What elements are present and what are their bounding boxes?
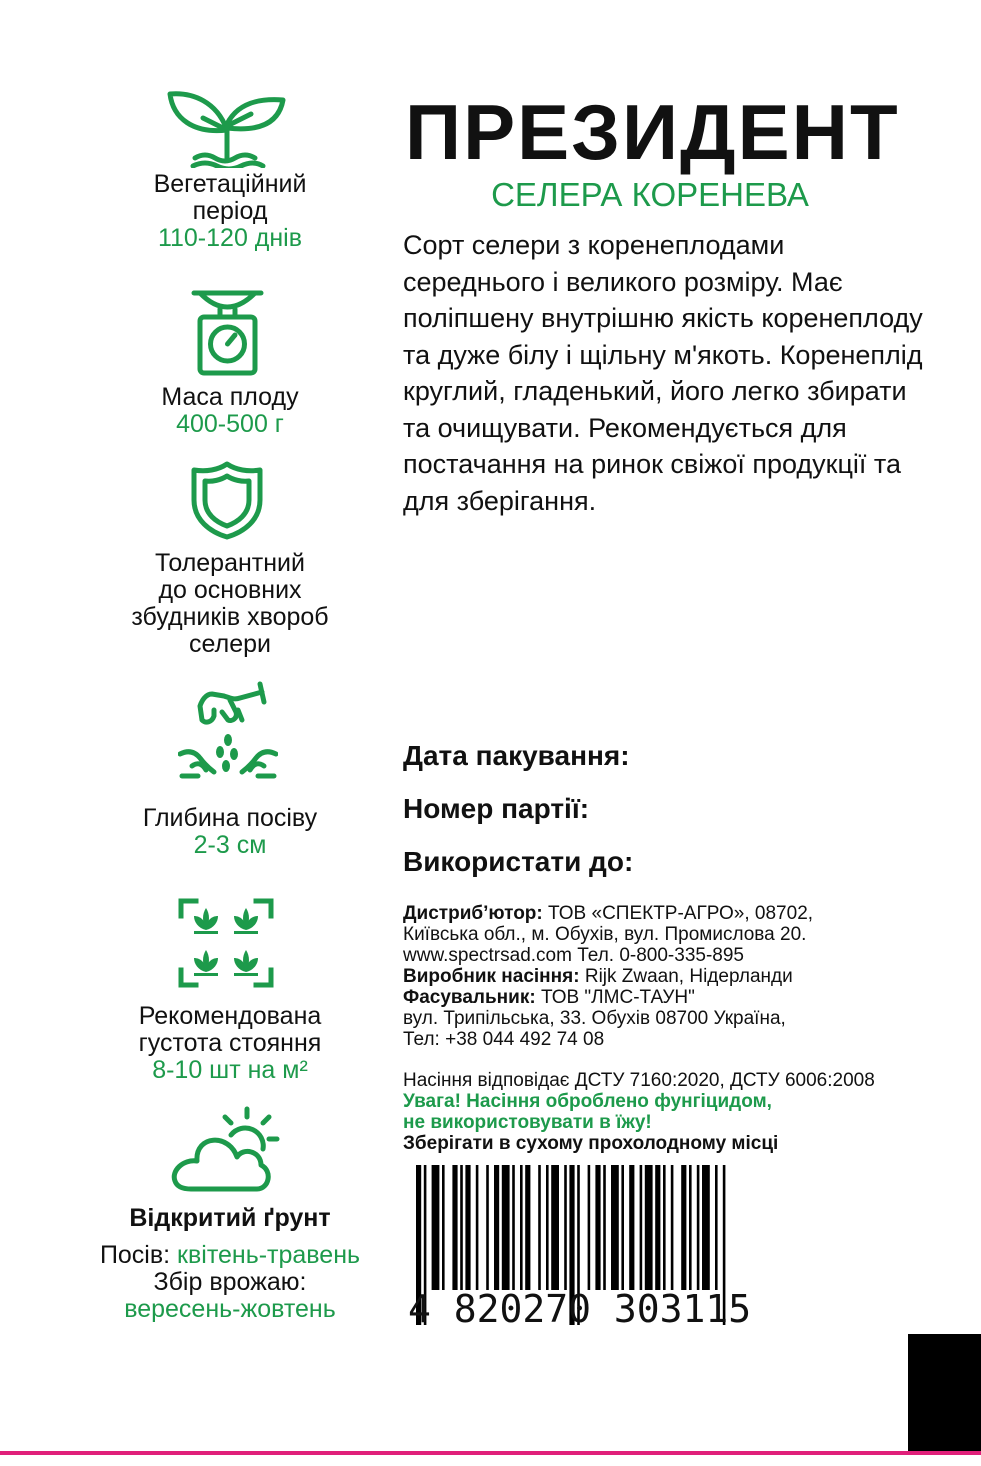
product-type: СЕЛЕРА КОРЕНЕВА [491,176,809,213]
tolerance-label-4: селери [189,630,271,658]
barcode-bar [502,1165,510,1290]
bottom-accent-line [0,1451,981,1455]
sun-cloud-icon [165,1105,280,1195]
density-label-2: густота стояння [138,1029,322,1057]
distributor-address: Київська обл., м. Обухів, вул. Промислова 20. [403,924,807,945]
barcode-bar [551,1165,559,1290]
harvest-period-label: Збір врожаю: [153,1268,307,1296]
barcode-bar [520,1165,523,1290]
vegetation-label-2: період [192,197,268,225]
distributor-label: Дистриб’ютор: [403,903,543,924]
sowing-period-value: квітень-травень [177,1241,361,1269]
fruit-mass-value: 400-500 г [176,410,284,438]
vegetation-value: 110-120 днів [157,224,303,252]
barcode-bar [538,1165,541,1290]
barcode-bar [655,1165,660,1290]
barcode-bar [621,1165,624,1290]
sowing-period-label: Посів: [99,1241,178,1269]
barcode-bar [681,1165,686,1290]
warning-line-1: Увага! Насіння оброблено фунгіцидом, [403,1091,772,1112]
packer-label: Фасувальник: [403,987,536,1008]
packer-address: вул. Трипільська, 33. Обухів 08700 Україна, [403,1008,786,1029]
standards-block [403,1070,923,1154]
standards-text: Насіння відповідає ДСТУ 7160:2020, ДСТУ 6006:2008 [403,1070,875,1091]
distributor-contacts: www.spectrsad.com Тел. 0-800-335-895 [403,945,744,966]
barcode-bar [525,1165,530,1290]
hand-sowing-icon [178,680,278,790]
producer-label: Виробник насіння: [403,966,580,987]
batch-number-label: Номер партії: [403,793,590,824]
tolerance-label-3: збудників хвороб [131,603,329,631]
distributor-text: ТОВ «СПЕКТР-АГРО», 08702, [542,903,814,924]
barcode-bar [629,1165,634,1290]
barcode-bar [715,1165,718,1290]
packing-date-label: Дата пакування: [403,740,630,771]
barcode-bar [697,1165,700,1290]
packer-phone: Тел: +38 044 492 74 08 [403,1029,605,1050]
barcode-bar [460,1165,463,1290]
barcode-bar [494,1165,499,1290]
harvest-period-value: вересень-жовтень [124,1295,336,1323]
density-value: 8-10 шт на м² [152,1056,308,1084]
dark-corner-block [908,1334,981,1452]
product-name: ПРЕЗИДЕНТ [405,88,900,176]
barcode-bar [452,1165,457,1290]
density-label-1: Рекомендована [138,1002,322,1030]
sowing-period [60,1242,400,1269]
barcode-bar [465,1165,470,1290]
open-ground-label: Відкритий ґрунт [129,1204,331,1232]
sowing-depth-label: Глибина посіву [142,804,318,832]
tolerance-label-2: до основних [158,576,302,604]
packer-text: ТОВ "ЛМС-ТАУН" [535,987,695,1008]
barcode-bar [588,1165,591,1290]
sowing-depth-value: 2-3 см [193,831,267,859]
barcode-bar [486,1165,489,1290]
barcode-bar [663,1165,666,1290]
sprout-icon [165,88,290,168]
barcode-digits: 4 820270 303115 [408,1287,752,1331]
tolerance-label-1: Толерантний [155,549,305,577]
barcode-bar [603,1165,606,1290]
scale-icon [190,287,265,377]
barcode-bar [512,1165,515,1290]
barcode-bar [640,1165,643,1290]
barcode-bar [689,1165,692,1290]
barcode-bar [702,1165,710,1290]
barcode-bar [595,1165,600,1290]
producer-text: Rijk Zwaan, Нідерланди [579,966,793,987]
barcode-bar [645,1165,653,1290]
warning-line-2: не використовувати в їжу! [403,1112,652,1133]
barcode-bar [611,1165,619,1290]
barcode-bar [442,1165,445,1290]
barcode-bar [476,1165,479,1290]
shield-icon [188,460,266,540]
vegetation-label-1: Вегетаційний [153,170,307,198]
use-by-label: Використати до: [403,846,634,877]
storage-text: Зберігати в сухому прохолодному місці [403,1133,779,1154]
barcode-bar [671,1165,674,1290]
barcode-bar [564,1165,567,1290]
plant-spacing-icon [178,898,274,988]
barcode-bar [546,1165,549,1290]
distributor-info [403,903,923,1050]
product-description: Сорт селери з коренеплодами середнього і великого розміру. Має поліпшену внутрішню якість коренеплоду та дуже білу і щільну м'якоть. Коренеплід круглий, гладенький, його легко збирати та очищувати. Рекомендується для постачання на ринок свіжої продукції та для зберігання. [403,230,923,516]
fruit-mass-label: Маса плоду [161,383,299,411]
barcode-bar [432,1165,440,1290]
